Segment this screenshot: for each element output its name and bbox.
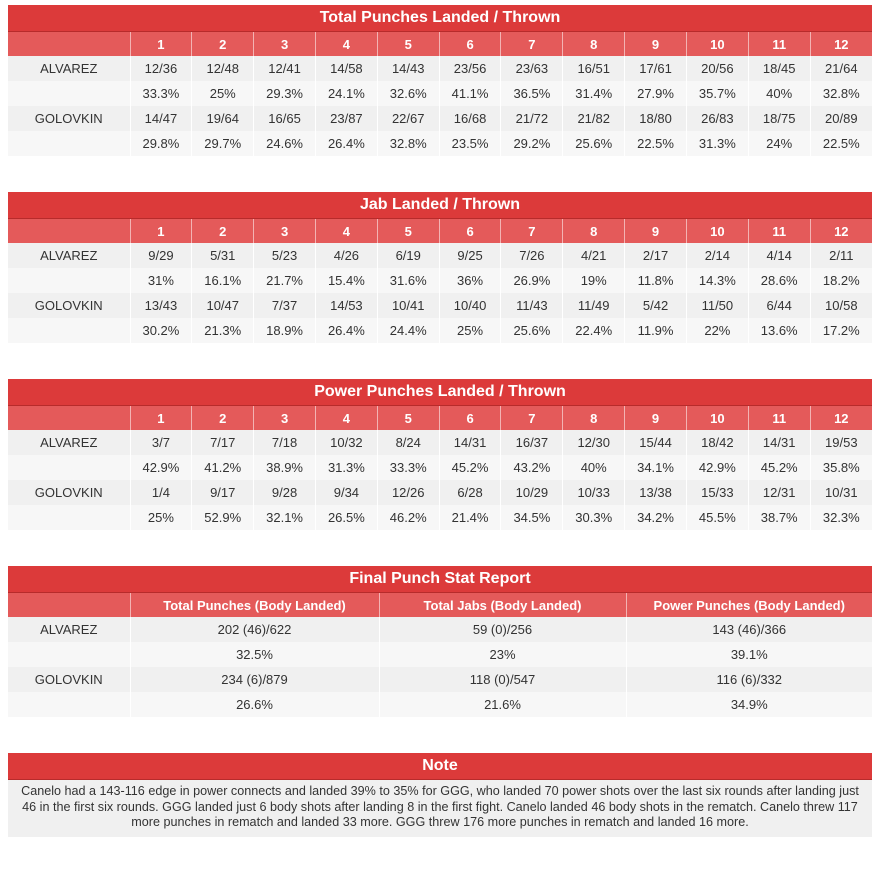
landed-thrown-cell: 3/7 bbox=[130, 430, 192, 455]
percent-cell: 29.8% bbox=[130, 131, 192, 156]
landed-thrown-cell: 9/25 bbox=[439, 243, 501, 268]
landed-thrown-cell: 20/56 bbox=[686, 56, 748, 81]
percent-cell: 18.2% bbox=[810, 268, 872, 293]
percent-cell: 18.9% bbox=[254, 318, 316, 343]
percent-cell: 29.7% bbox=[192, 131, 254, 156]
round-number: 5 bbox=[377, 32, 439, 56]
fighter-name: GOLOVKIN bbox=[8, 667, 130, 692]
percent-cell: 32.8% bbox=[377, 131, 439, 156]
percent-cell: 24.1% bbox=[315, 81, 377, 106]
alvarez-landed-row bbox=[8, 430, 872, 455]
percent-cell: 38.9% bbox=[254, 455, 316, 480]
landed-thrown-cell: 10/47 bbox=[192, 293, 254, 318]
note-text: Canelo had a 143-116 edge in power connects and landed 39% to 35% for GGG, who landed 70 power shots over the last six rounds after landing just 46 in the first six rounds. GGG landed just 6 body shots after landing 8 in the first fight. Canelo landed 46 body shots in the rematch. Canelo threw 117 more punches in rematch and landed 33 more. GGG threw 176 more punches in rematch and landed 16 more. bbox=[8, 780, 872, 837]
percent-cell: 22% bbox=[686, 318, 748, 343]
percent-cell: 24.4% bbox=[377, 318, 439, 343]
landed-thrown-cell: 10/58 bbox=[810, 293, 872, 318]
round-number: 12 bbox=[810, 219, 872, 243]
percent-cell: 28.6% bbox=[748, 268, 810, 293]
landed-thrown-cell: 22/67 bbox=[377, 106, 439, 131]
alvarez-landed-row bbox=[8, 56, 872, 81]
landed-thrown-cell: 6/28 bbox=[439, 480, 501, 505]
fighter-name: GOLOVKIN bbox=[8, 106, 130, 131]
landed-thrown-cell: 18/45 bbox=[748, 56, 810, 81]
landed-thrown-cell: 16/37 bbox=[501, 430, 563, 455]
landed-thrown-cell: 14/53 bbox=[315, 293, 377, 318]
round-number: 10 bbox=[686, 406, 748, 430]
round-number: 11 bbox=[748, 406, 810, 430]
percent-cell: 46.2% bbox=[377, 505, 439, 530]
percent-cell: 22.5% bbox=[810, 131, 872, 156]
fighter-name: ALVAREZ bbox=[8, 617, 130, 642]
landed-thrown-cell: 11/43 bbox=[501, 293, 563, 318]
round-number: 10 bbox=[686, 32, 748, 56]
percent-cell: 30.3% bbox=[563, 505, 625, 530]
landed-thrown-cell: 10/33 bbox=[563, 480, 625, 505]
percent-cell: 25% bbox=[439, 318, 501, 343]
header-blank bbox=[8, 219, 130, 243]
final-cell: 23% bbox=[379, 642, 626, 667]
landed-thrown-cell: 21/64 bbox=[810, 56, 872, 81]
percent-cell: 26.4% bbox=[315, 131, 377, 156]
round-number: 6 bbox=[439, 406, 501, 430]
landed-thrown-cell: 19/53 bbox=[810, 430, 872, 455]
percent-cell: 45.2% bbox=[439, 455, 501, 480]
landed-thrown-cell: 7/26 bbox=[501, 243, 563, 268]
landed-thrown-cell: 2/17 bbox=[625, 243, 687, 268]
percent-cell: 41.1% bbox=[439, 81, 501, 106]
percent-cell: 17.2% bbox=[810, 318, 872, 343]
percent-cell: 31.6% bbox=[377, 268, 439, 293]
landed-thrown-cell: 10/32 bbox=[315, 430, 377, 455]
percent-cell: 24.6% bbox=[254, 131, 316, 156]
landed-thrown-cell: 20/89 bbox=[810, 106, 872, 131]
landed-thrown-cell: 13/38 bbox=[625, 480, 687, 505]
alvarez-pct-row bbox=[8, 81, 872, 106]
percent-cell: 21.7% bbox=[254, 268, 316, 293]
percent-cell: 32.3% bbox=[810, 505, 872, 530]
percent-cell: 24% bbox=[748, 131, 810, 156]
percent-cell: 32.6% bbox=[377, 81, 439, 106]
landed-thrown-cell: 18/80 bbox=[625, 106, 687, 131]
percent-cell: 35.8% bbox=[810, 455, 872, 480]
landed-thrown-cell: 2/14 bbox=[686, 243, 748, 268]
note-section bbox=[8, 753, 872, 837]
golovkin-landed-row bbox=[8, 106, 872, 131]
landed-thrown-cell: 10/41 bbox=[377, 293, 439, 318]
landed-thrown-cell: 26/83 bbox=[686, 106, 748, 131]
percent-cell: 21.4% bbox=[439, 505, 501, 530]
final-cell: 26.6% bbox=[130, 692, 379, 717]
blank-cell bbox=[8, 642, 130, 667]
percent-cell: 25% bbox=[192, 81, 254, 106]
percent-cell: 36% bbox=[439, 268, 501, 293]
final-alvarez-pct-row bbox=[8, 642, 872, 667]
landed-thrown-cell: 12/26 bbox=[377, 480, 439, 505]
blank-cell bbox=[8, 505, 130, 530]
round-number: 3 bbox=[254, 406, 316, 430]
header-blank bbox=[8, 406, 130, 430]
round-number: 1 bbox=[130, 32, 192, 56]
golovkin-landed-row bbox=[8, 293, 872, 318]
alvarez-pct-row bbox=[8, 455, 872, 480]
percent-cell: 26.4% bbox=[315, 318, 377, 343]
percent-cell: 52.9% bbox=[192, 505, 254, 530]
landed-thrown-cell: 8/24 bbox=[377, 430, 439, 455]
final-cell: 34.9% bbox=[626, 692, 872, 717]
landed-thrown-cell: 5/42 bbox=[625, 293, 687, 318]
round-number: 3 bbox=[254, 32, 316, 56]
golovkin-pct-row bbox=[8, 131, 872, 156]
total-punches-section bbox=[8, 5, 872, 156]
percent-cell: 29.2% bbox=[501, 131, 563, 156]
fighter-name: ALVAREZ bbox=[8, 430, 130, 455]
round-number: 12 bbox=[810, 32, 872, 56]
round-number: 3 bbox=[254, 219, 316, 243]
landed-thrown-cell: 18/42 bbox=[686, 430, 748, 455]
round-number: 7 bbox=[501, 32, 563, 56]
round-number: 9 bbox=[625, 219, 687, 243]
landed-thrown-cell: 14/31 bbox=[439, 430, 501, 455]
landed-thrown-cell: 9/28 bbox=[254, 480, 316, 505]
landed-thrown-cell: 16/65 bbox=[254, 106, 316, 131]
landed-thrown-cell: 14/43 bbox=[377, 56, 439, 81]
header-blank bbox=[8, 32, 130, 56]
percent-cell: 41.2% bbox=[192, 455, 254, 480]
percent-cell: 34.2% bbox=[625, 505, 687, 530]
final-cell: 59 (0)/256 bbox=[379, 617, 626, 642]
landed-thrown-cell: 9/29 bbox=[130, 243, 192, 268]
percent-cell: 34.5% bbox=[501, 505, 563, 530]
round-number: 9 bbox=[625, 406, 687, 430]
final-alvarez-row bbox=[8, 617, 872, 642]
landed-thrown-cell: 15/44 bbox=[625, 430, 687, 455]
round-number: 11 bbox=[748, 32, 810, 56]
jabs-table bbox=[8, 219, 872, 343]
landed-thrown-cell: 11/50 bbox=[686, 293, 748, 318]
percent-cell: 13.6% bbox=[748, 318, 810, 343]
blank-cell bbox=[8, 81, 130, 106]
final-cell: 118 (0)/547 bbox=[379, 667, 626, 692]
landed-thrown-cell: 13/43 bbox=[130, 293, 192, 318]
percent-cell: 38.7% bbox=[748, 505, 810, 530]
percent-cell: 45.2% bbox=[748, 455, 810, 480]
landed-thrown-cell: 11/49 bbox=[563, 293, 625, 318]
round-number: 11 bbox=[748, 219, 810, 243]
round-number: 9 bbox=[625, 32, 687, 56]
golovkin-landed-row bbox=[8, 480, 872, 505]
round-number: 2 bbox=[192, 406, 254, 430]
blank-cell bbox=[8, 455, 130, 480]
landed-thrown-cell: 21/72 bbox=[501, 106, 563, 131]
percent-cell: 35.7% bbox=[686, 81, 748, 106]
round-number: 8 bbox=[563, 219, 625, 243]
percent-cell: 29.3% bbox=[254, 81, 316, 106]
round-number: 6 bbox=[439, 32, 501, 56]
landed-thrown-cell: 14/31 bbox=[748, 430, 810, 455]
percent-cell: 25.6% bbox=[501, 318, 563, 343]
round-header-row bbox=[8, 219, 872, 243]
header-power-punches: Power Punches (Body Landed) bbox=[626, 593, 872, 617]
final-cell: 21.6% bbox=[379, 692, 626, 717]
percent-cell: 32.8% bbox=[810, 81, 872, 106]
blank-cell bbox=[8, 268, 130, 293]
blank-cell bbox=[8, 131, 130, 156]
percent-cell: 30.2% bbox=[130, 318, 192, 343]
landed-thrown-cell: 4/21 bbox=[563, 243, 625, 268]
power-section bbox=[8, 379, 872, 530]
percent-cell: 15.4% bbox=[315, 268, 377, 293]
round-number: 8 bbox=[563, 406, 625, 430]
percent-cell: 22.4% bbox=[563, 318, 625, 343]
landed-thrown-cell: 15/33 bbox=[686, 480, 748, 505]
final-cell: 116 (6)/332 bbox=[626, 667, 872, 692]
jabs-title: Jab Landed / Thrown bbox=[8, 192, 872, 219]
golovkin-pct-row bbox=[8, 318, 872, 343]
landed-thrown-cell: 4/14 bbox=[748, 243, 810, 268]
percent-cell: 11.9% bbox=[625, 318, 687, 343]
blank-cell bbox=[8, 692, 130, 717]
landed-thrown-cell: 7/18 bbox=[254, 430, 316, 455]
landed-thrown-cell: 21/82 bbox=[563, 106, 625, 131]
percent-cell: 16.1% bbox=[192, 268, 254, 293]
landed-thrown-cell: 23/87 bbox=[315, 106, 377, 131]
fighter-name: GOLOVKIN bbox=[8, 293, 130, 318]
round-number: 5 bbox=[377, 406, 439, 430]
round-number: 7 bbox=[501, 219, 563, 243]
landed-thrown-cell: 10/31 bbox=[810, 480, 872, 505]
landed-thrown-cell: 16/68 bbox=[439, 106, 501, 131]
landed-thrown-cell: 12/36 bbox=[130, 56, 192, 81]
round-header-row bbox=[8, 32, 872, 56]
landed-thrown-cell: 1/4 bbox=[130, 480, 192, 505]
power-table bbox=[8, 406, 872, 530]
final-golovkin-row bbox=[8, 667, 872, 692]
landed-thrown-cell: 10/40 bbox=[439, 293, 501, 318]
header-total-punches: Total Punches (Body Landed) bbox=[130, 593, 379, 617]
percent-cell: 40% bbox=[748, 81, 810, 106]
landed-thrown-cell: 12/41 bbox=[254, 56, 316, 81]
round-number: 4 bbox=[315, 406, 377, 430]
landed-thrown-cell: 6/19 bbox=[377, 243, 439, 268]
landed-thrown-cell: 9/34 bbox=[315, 480, 377, 505]
percent-cell: 11.8% bbox=[625, 268, 687, 293]
landed-thrown-cell: 2/11 bbox=[810, 243, 872, 268]
round-number: 7 bbox=[501, 406, 563, 430]
landed-thrown-cell: 19/64 bbox=[192, 106, 254, 131]
round-number: 2 bbox=[192, 32, 254, 56]
note-title: Note bbox=[8, 753, 872, 780]
percent-cell: 40% bbox=[563, 455, 625, 480]
percent-cell: 21.3% bbox=[192, 318, 254, 343]
round-number: 2 bbox=[192, 219, 254, 243]
landed-thrown-cell: 12/30 bbox=[563, 430, 625, 455]
alvarez-landed-row bbox=[8, 243, 872, 268]
percent-cell: 36.5% bbox=[501, 81, 563, 106]
round-number: 1 bbox=[130, 406, 192, 430]
landed-thrown-cell: 16/51 bbox=[563, 56, 625, 81]
round-number: 10 bbox=[686, 219, 748, 243]
header-total-jabs: Total Jabs (Body Landed) bbox=[379, 593, 626, 617]
final-cell: 143 (46)/366 bbox=[626, 617, 872, 642]
percent-cell: 22.5% bbox=[625, 131, 687, 156]
percent-cell: 32.1% bbox=[254, 505, 316, 530]
landed-thrown-cell: 5/31 bbox=[192, 243, 254, 268]
percent-cell: 14.3% bbox=[686, 268, 748, 293]
percent-cell: 42.9% bbox=[130, 455, 192, 480]
percent-cell: 31.3% bbox=[686, 131, 748, 156]
percent-cell: 33.3% bbox=[130, 81, 192, 106]
round-number: 8 bbox=[563, 32, 625, 56]
total-punches-table bbox=[8, 32, 872, 156]
percent-cell: 23.5% bbox=[439, 131, 501, 156]
final-report-table bbox=[8, 593, 872, 717]
fighter-name: ALVAREZ bbox=[8, 243, 130, 268]
fighter-name: GOLOVKIN bbox=[8, 480, 130, 505]
landed-thrown-cell: 7/17 bbox=[192, 430, 254, 455]
landed-thrown-cell: 12/31 bbox=[748, 480, 810, 505]
round-header-row bbox=[8, 406, 872, 430]
landed-thrown-cell: 10/29 bbox=[501, 480, 563, 505]
landed-thrown-cell: 4/26 bbox=[315, 243, 377, 268]
power-title: Power Punches Landed / Thrown bbox=[8, 379, 872, 406]
percent-cell: 33.3% bbox=[377, 455, 439, 480]
landed-thrown-cell: 23/56 bbox=[439, 56, 501, 81]
percent-cell: 43.2% bbox=[501, 455, 563, 480]
final-cell: 39.1% bbox=[626, 642, 872, 667]
landed-thrown-cell: 17/61 bbox=[625, 56, 687, 81]
percent-cell: 31.4% bbox=[563, 81, 625, 106]
round-number: 12 bbox=[810, 406, 872, 430]
landed-thrown-cell: 23/63 bbox=[501, 56, 563, 81]
final-golovkin-pct-row bbox=[8, 692, 872, 717]
landed-thrown-cell: 18/75 bbox=[748, 106, 810, 131]
percent-cell: 34.1% bbox=[625, 455, 687, 480]
jabs-section bbox=[8, 192, 872, 343]
percent-cell: 31% bbox=[130, 268, 192, 293]
percent-cell: 26.5% bbox=[315, 505, 377, 530]
percent-cell: 31.3% bbox=[315, 455, 377, 480]
alvarez-pct-row bbox=[8, 268, 872, 293]
percent-cell: 27.9% bbox=[625, 81, 687, 106]
landed-thrown-cell: 14/47 bbox=[130, 106, 192, 131]
golovkin-pct-row bbox=[8, 505, 872, 530]
percent-cell: 45.5% bbox=[686, 505, 748, 530]
final-header-row bbox=[8, 593, 872, 617]
round-number: 4 bbox=[315, 219, 377, 243]
final-cell: 234 (6)/879 bbox=[130, 667, 379, 692]
landed-thrown-cell: 12/48 bbox=[192, 56, 254, 81]
fighter-name: ALVAREZ bbox=[8, 56, 130, 81]
round-number: 1 bbox=[130, 219, 192, 243]
landed-thrown-cell: 5/23 bbox=[254, 243, 316, 268]
blank-cell bbox=[8, 318, 130, 343]
final-report-section bbox=[8, 566, 872, 717]
final-report-title: Final Punch Stat Report bbox=[8, 566, 872, 593]
percent-cell: 26.9% bbox=[501, 268, 563, 293]
total-punches-title: Total Punches Landed / Thrown bbox=[8, 5, 872, 32]
final-cell: 202 (46)/622 bbox=[130, 617, 379, 642]
percent-cell: 19% bbox=[563, 268, 625, 293]
round-number: 5 bbox=[377, 219, 439, 243]
round-number: 6 bbox=[439, 219, 501, 243]
landed-thrown-cell: 14/58 bbox=[315, 56, 377, 81]
landed-thrown-cell: 9/17 bbox=[192, 480, 254, 505]
round-number: 4 bbox=[315, 32, 377, 56]
percent-cell: 25.6% bbox=[563, 131, 625, 156]
landed-thrown-cell: 7/37 bbox=[254, 293, 316, 318]
percent-cell: 42.9% bbox=[686, 455, 748, 480]
final-cell: 32.5% bbox=[130, 642, 379, 667]
percent-cell: 25% bbox=[130, 505, 192, 530]
header-blank bbox=[8, 593, 130, 617]
landed-thrown-cell: 6/44 bbox=[748, 293, 810, 318]
